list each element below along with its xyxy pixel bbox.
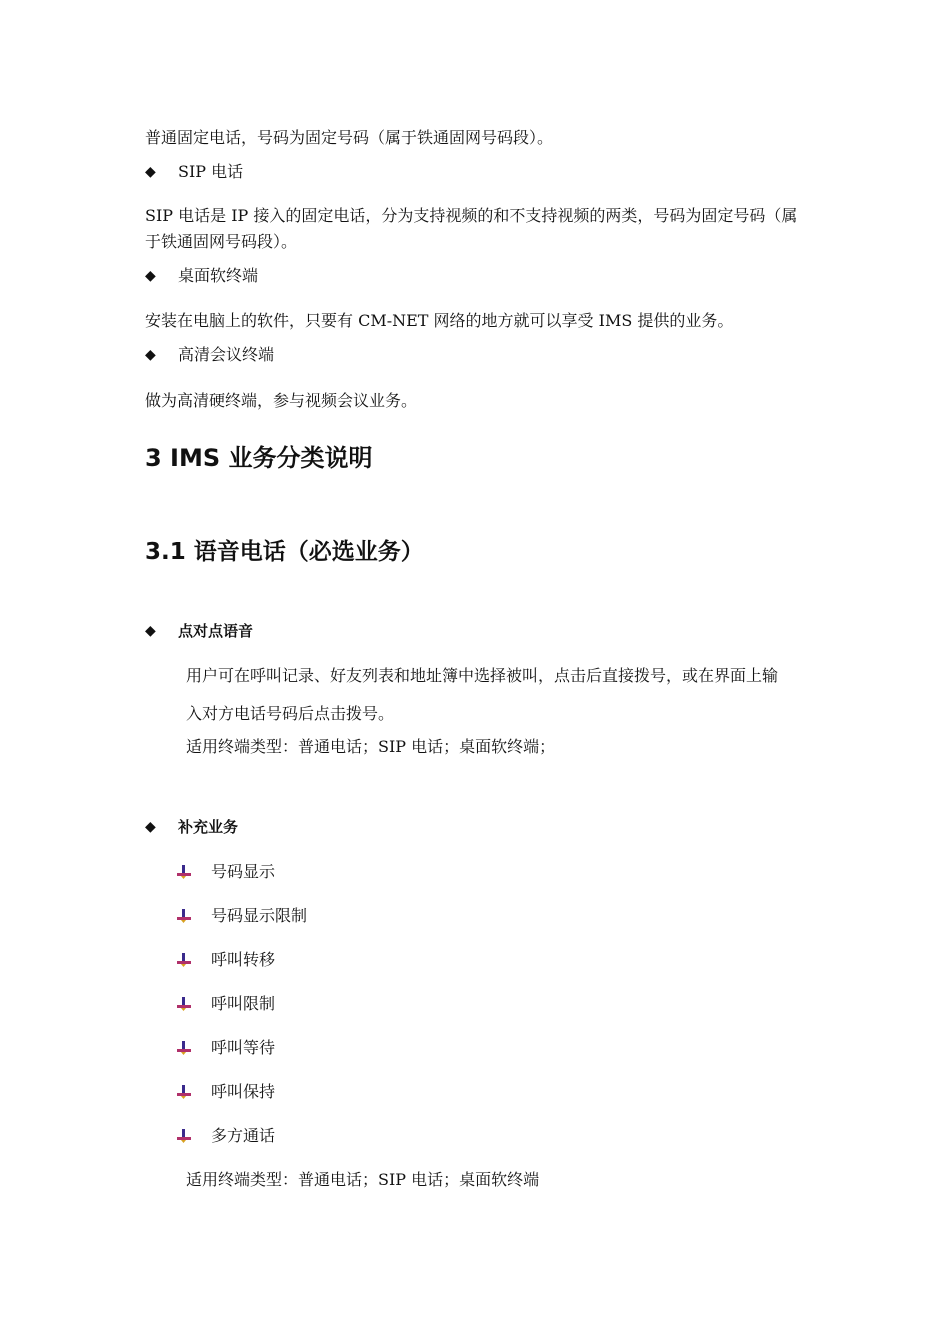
pushpin-arrow-icon — [176, 1084, 192, 1100]
hd-terminal-heading: 高清会议终端 — [178, 345, 275, 364]
pushpin-arrow-icon — [176, 908, 192, 924]
p2p-voice-heading: 点对点语音 — [178, 622, 254, 640]
p2p-voice-desc-line1: 用户可在呼叫记录、好友列表和地址簿中选择被叫，点击后直接拨号，或在界面上输 — [186, 666, 779, 685]
supp-item: 呼叫限制 — [211, 994, 276, 1013]
supp-item: 呼叫等待 — [211, 1038, 276, 1057]
black-diamond-icon: ◆ — [145, 347, 156, 363]
sip-phone-heading: SIP 电话 — [178, 162, 244, 181]
black-diamond-icon: ◆ — [145, 164, 156, 180]
supp-item: 号码显示限制 — [211, 906, 308, 925]
section-3-1-heading: 3.1 语音电话（必选业务） — [145, 539, 424, 565]
supp-item: 呼叫转移 — [211, 950, 276, 969]
black-diamond-icon: ◆ — [145, 623, 156, 639]
p2p-voice-terminals: 适用终端类型：普通电话；SIP 电话；桌面软终端； — [186, 737, 556, 756]
p2p-voice-desc-line2: 入对方电话号码后点击拨号。 — [186, 704, 395, 723]
pushpin-arrow-icon — [176, 1128, 192, 1144]
supp-item: 呼叫保持 — [211, 1082, 276, 1101]
pushpin-arrow-icon — [176, 952, 192, 968]
black-diamond-icon: ◆ — [145, 819, 156, 835]
pushpin-arrow-icon — [176, 996, 192, 1012]
fixed-phone-description: 普通固定电话，号码为固定号码（属于铁通固网号码段）。 — [145, 128, 554, 147]
pushpin-arrow-icon — [176, 1040, 192, 1056]
soft-terminal-description: 安装在电脑上的软件，只要有 CM-NET 网络的地方就可以享受 IMS 提供的业务。 — [145, 311, 734, 330]
section-3-heading: 3 IMS 业务分类说明 — [145, 444, 373, 472]
supp-item: 号码显示 — [211, 862, 276, 881]
sip-phone-description: SIP 电话是 IP 接入的固定电话，分为支持视频的和不支持视频的两类，号码为固定号码（属于铁通固网号码段）。 — [145, 206, 798, 251]
supp-terminals: 适用终端类型：普通电话；SIP 电话；桌面软终端 — [186, 1170, 540, 1189]
black-diamond-icon: ◆ — [145, 268, 156, 284]
supplementary-services-heading: 补充业务 — [178, 818, 239, 836]
soft-terminal-heading: 桌面软终端 — [178, 266, 259, 285]
pushpin-arrow-icon — [176, 864, 192, 880]
hd-terminal-description: 做为高清硬终端，参与视频会议业务。 — [145, 391, 418, 410]
supp-item: 多方通话 — [211, 1126, 276, 1145]
